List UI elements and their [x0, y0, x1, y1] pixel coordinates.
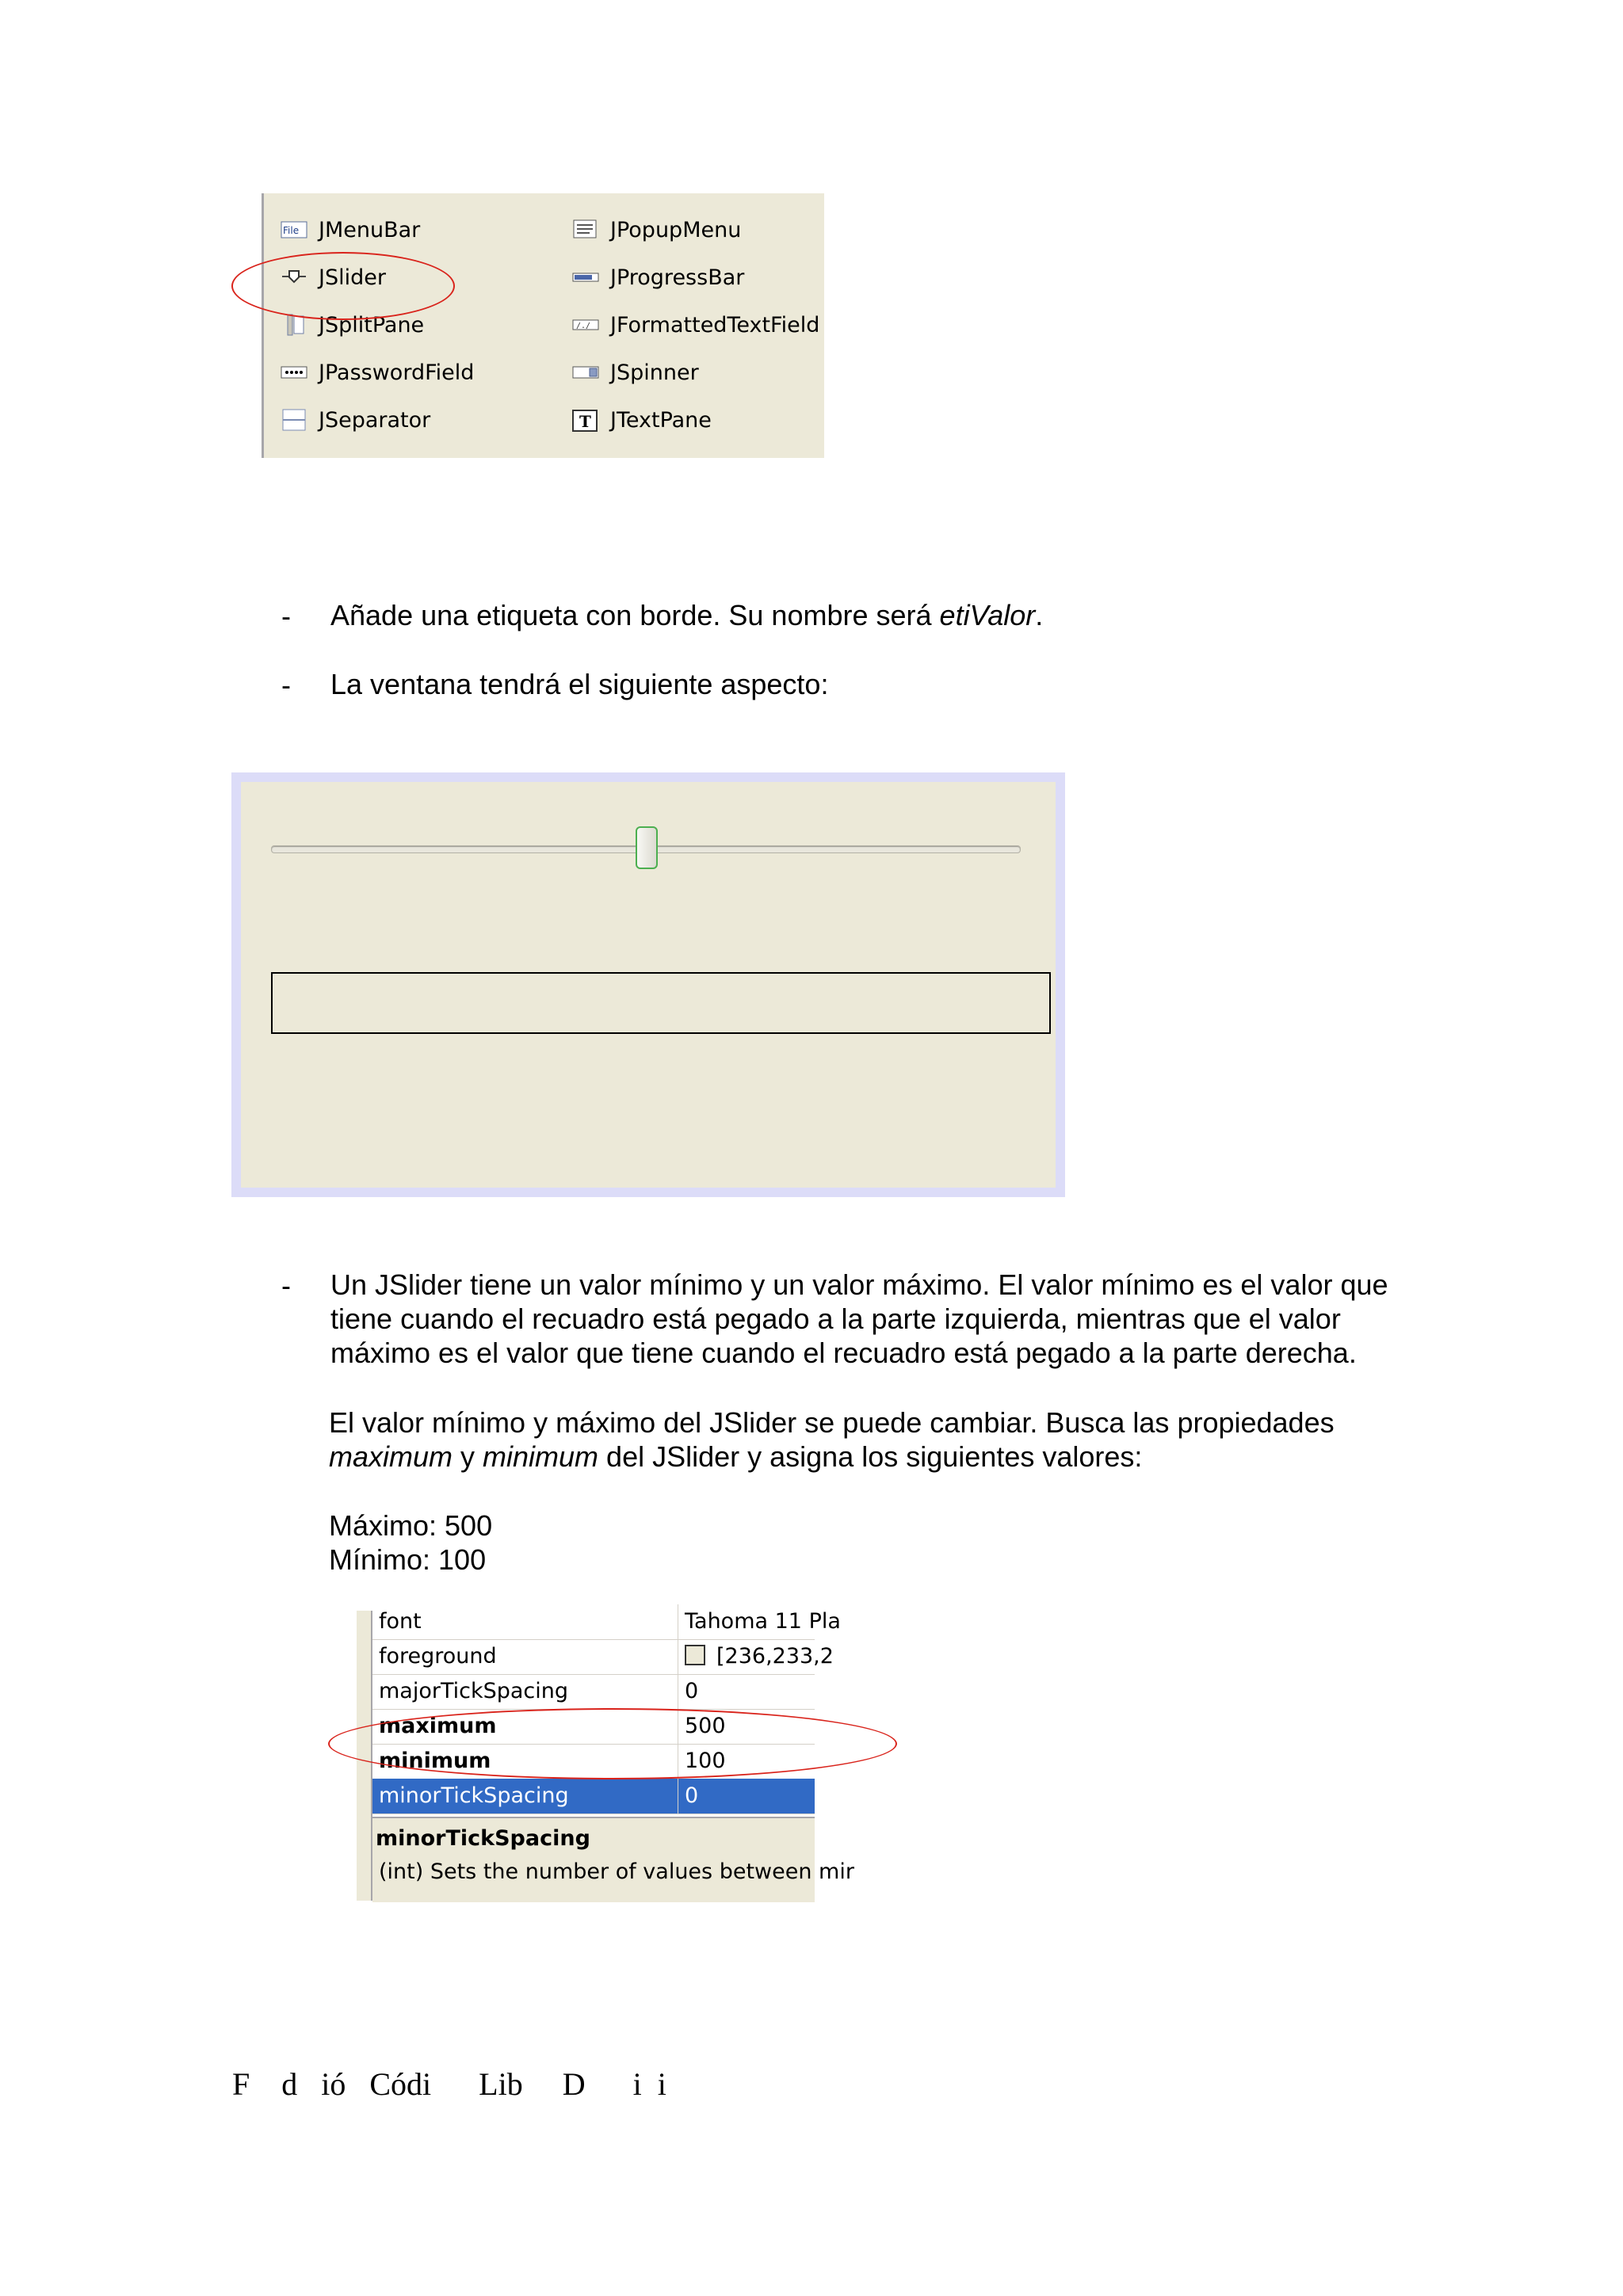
property-value[interactable]: [685, 1644, 834, 1669]
property-minimum-emphasis: minimum: [483, 1440, 599, 1473]
bullet-window-aspect: La ventana tendrá el siguiente aspecto:: [330, 668, 829, 700]
property-value[interactable]: 0: [685, 1783, 699, 1808]
palette-item-jpasswordfield[interactable]: [281, 357, 474, 388]
property-value[interactable]: 0: [685, 1679, 699, 1703]
bullet-add-label: [330, 598, 1043, 632]
svg-text:/./: /./: [576, 322, 591, 330]
paragraph-text: y: [453, 1440, 483, 1473]
palette-item-jpopupmenu[interactable]: [572, 214, 741, 246]
formatted-textfield-icon: [572, 315, 599, 335]
property-description-title: minorTickSpacing: [376, 1826, 590, 1851]
property-value[interactable]: 500: [685, 1714, 726, 1738]
max-min-highlight-ellipse: [328, 1708, 897, 1779]
property-maximum-emphasis: maximum: [329, 1440, 453, 1473]
slider-thumb[interactable]: [636, 826, 658, 869]
property-row-font[interactable]: [372, 1604, 841, 1640]
property-description-text: (int) Sets the number of values between mir: [379, 1859, 854, 1884]
label-name-emphasis: etiValor: [939, 599, 1036, 631]
property-name: minorTickSpacing: [379, 1783, 569, 1808]
textpane-icon: [572, 410, 599, 430]
paragraph-line: tiene cuando el recuadro está pegado a la parte izquierda, mientras que el valor: [330, 1302, 1341, 1335]
values-list: [329, 1508, 492, 1577]
property-row-minortickspacing[interactable]: [372, 1779, 815, 1814]
property-name: foreground: [379, 1644, 497, 1669]
palette-item-label: JTextPane: [610, 407, 712, 433]
palette-item-jformattedtextfield[interactable]: [572, 309, 819, 341]
property-name: minimum: [379, 1749, 491, 1773]
eti-valor-label-box: [271, 972, 1051, 1034]
maximum-value-line: Máximo: 500: [329, 1509, 493, 1542]
property-row-foreground[interactable]: [372, 1639, 834, 1675]
palette-item-label: JSlider: [319, 265, 386, 290]
page-footer: F d ió Códi Lib D i i: [232, 2066, 666, 2102]
palette-item-jprogressbar[interactable]: [572, 261, 744, 293]
component-palette-screenshot: [262, 193, 824, 458]
property-value[interactable]: 100: [685, 1749, 726, 1773]
palette-item-label: JMenuBar: [319, 217, 421, 242]
paragraph-line: Un JSlider tiene un valor mínimo y un valor máximo. El valor mínimo es el valor que: [330, 1268, 1388, 1301]
spinner-icon: [572, 362, 599, 383]
separator-icon: [281, 410, 307, 430]
palette-item-jspinner[interactable]: [572, 357, 699, 388]
property-value[interactable]: Tahoma 11 Pla: [685, 1609, 841, 1634]
property-description-area: [372, 1817, 854, 1902]
bullet-slider-min-max: [330, 1268, 1388, 1370]
property-name: majorTickSpacing: [379, 1679, 569, 1703]
bullet-dash: -: [281, 669, 291, 701]
palette-item-jtextpane[interactable]: [572, 404, 712, 436]
paragraph-line: [329, 1440, 1335, 1474]
property-name: maximum: [379, 1714, 497, 1738]
popup-menu-icon: [572, 219, 599, 240]
palette-item-label: JPopupMenu: [610, 217, 742, 242]
property-row-majortickspacing[interactable]: [372, 1674, 815, 1710]
paragraph-change-properties: [329, 1405, 1335, 1474]
palette-left-border: [262, 193, 264, 458]
paragraph-line: máximo es el valor que tiene cuando el recuadro está pegado a la parte derecha.: [330, 1337, 1357, 1369]
palette-item-label: JPasswordField: [319, 360, 475, 385]
minimum-value-line: Mínimo: 100: [329, 1543, 487, 1576]
bullet-text-end: .: [1035, 599, 1044, 631]
palette-item-jmenubar[interactable]: [281, 214, 420, 246]
bullet-text: Añade una etiqueta con borde. Su nombre será: [330, 599, 940, 631]
palette-item-label: JSeparator: [319, 407, 431, 433]
svg-text:File: File: [283, 225, 300, 236]
palette-item-label: JFormattedTextField: [610, 312, 820, 338]
palette-item-label: JSplitPane: [319, 312, 425, 338]
window-preview-screenshot: [231, 772, 1065, 1197]
svg-text:T: T: [579, 412, 591, 431]
palette-item-label: JProgressBar: [610, 265, 745, 290]
progressbar-icon: [572, 267, 599, 288]
bullet-dash: -: [281, 600, 291, 632]
password-field-icon: [281, 362, 307, 383]
color-swatch: [685, 1645, 705, 1665]
paragraph-text: del JSlider y asigna los siguientes valores:: [598, 1440, 1143, 1473]
palette-item-jseparator[interactable]: [281, 404, 430, 436]
menubar-icon: [281, 219, 307, 240]
bullet-dash: -: [281, 1269, 291, 1302]
paragraph-line: El valor mínimo y máximo del JSlider se puede cambiar. Busca las propiedades: [329, 1406, 1335, 1439]
palette-item-label: JSpinner: [610, 360, 699, 385]
property-value-text: [236,233,2: [716, 1644, 834, 1669]
window-content-panel: [241, 782, 1056, 1188]
jslider-highlight-ellipse: [231, 252, 455, 320]
property-name: font: [379, 1609, 422, 1634]
